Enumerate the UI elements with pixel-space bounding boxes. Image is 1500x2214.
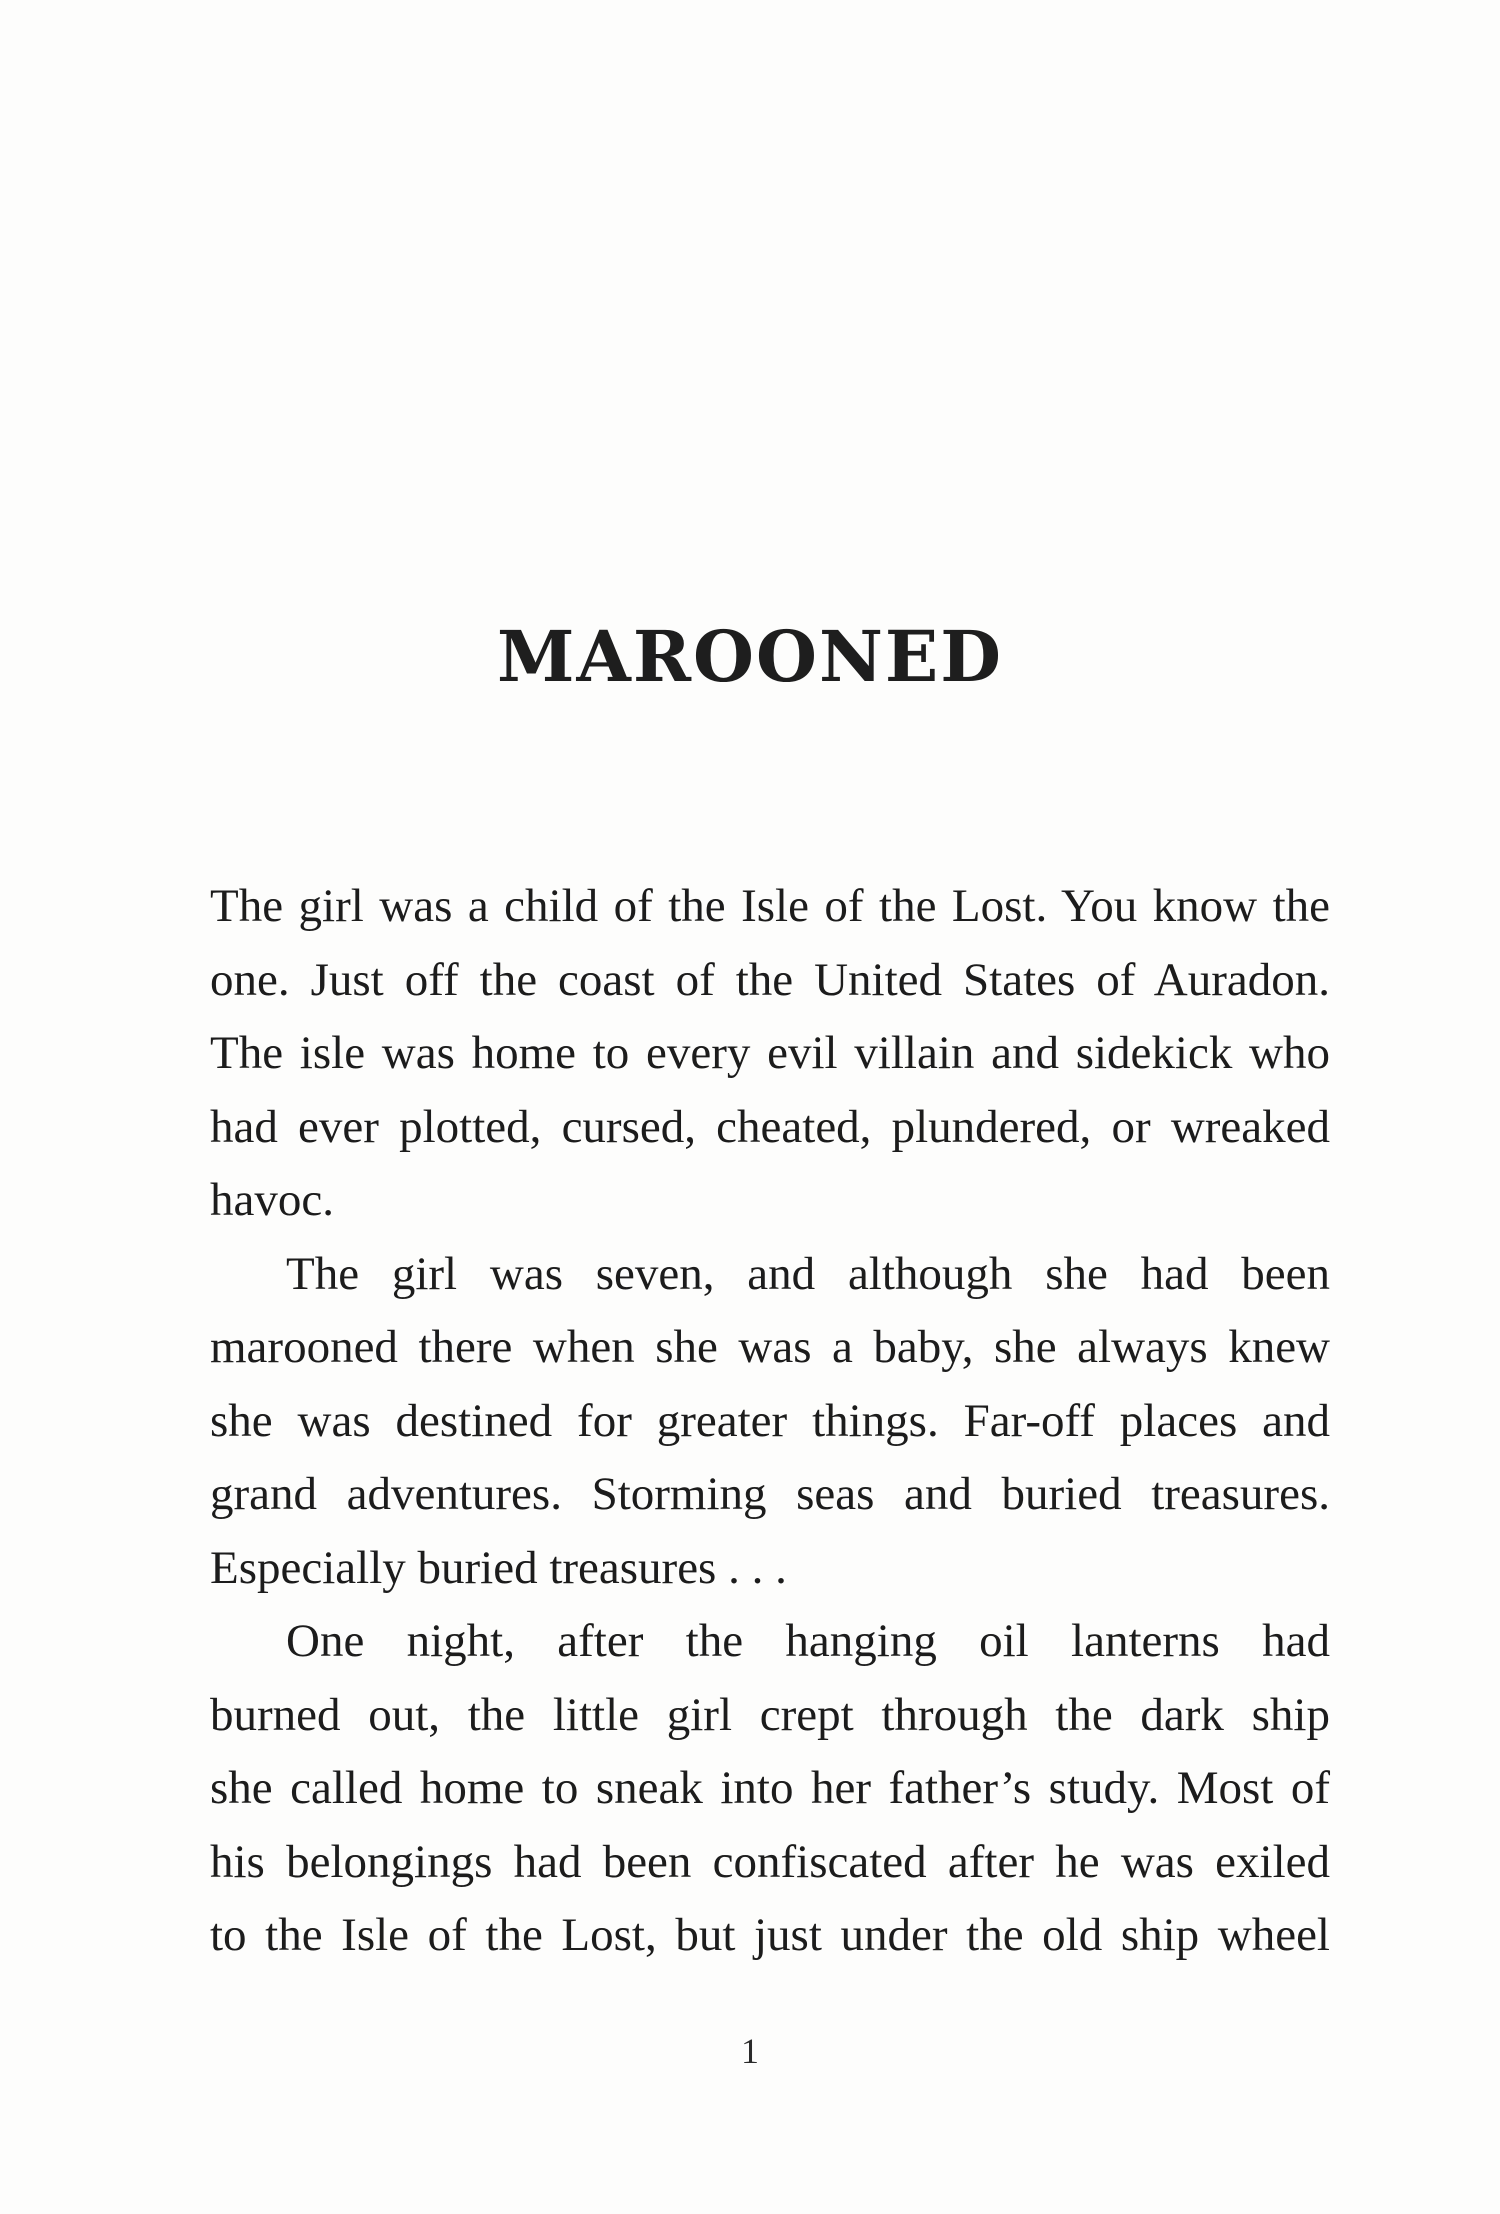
- chapter-title: MAROONED: [497, 615, 1003, 698]
- paragraph-3: [210, 1605, 1330, 1973]
- text-line: she called home to sneak into her father’s study. Most of: [210, 1762, 1330, 1814]
- text-line: Especially buried treasures . . .: [210, 1541, 787, 1594]
- text-line: grand adventures. Storming seas and buried treasures.: [210, 1468, 1330, 1520]
- page-number: 1: [741, 2031, 759, 2071]
- text-line: to the Isle of the Lost, but just under the old ship wheel: [210, 1909, 1330, 1961]
- text-line: she was destined for greater things. Far-off places and: [210, 1394, 1330, 1447]
- body-text: [210, 870, 1330, 1973]
- text-line: havoc.: [210, 1174, 334, 1226]
- text-line: The isle was home to every evil villain and sidekick who: [210, 1027, 1330, 1079]
- text-line: One night, after the hanging oil lanterns had: [286, 1615, 1330, 1667]
- text-line: his belongings had been confiscated after he was exiled: [210, 1835, 1330, 1888]
- text-line: The girl was seven, and although she had been: [286, 1247, 1330, 1300]
- text-line: marooned there when she was a baby, she always knew: [210, 1321, 1330, 1373]
- text-line: one. Just off the coast of the United States of Auradon.: [210, 953, 1330, 1006]
- text-line: burned out, the little girl crept through the dark ship: [210, 1688, 1330, 1741]
- text-line: The girl was a child of the Isle of the Lost. You know the: [210, 880, 1330, 932]
- paragraph-2: [210, 1238, 1330, 1606]
- paragraph-1: [210, 870, 1330, 1238]
- text-line: had ever plotted, cursed, cheated, plundered, or wreaked: [210, 1100, 1330, 1153]
